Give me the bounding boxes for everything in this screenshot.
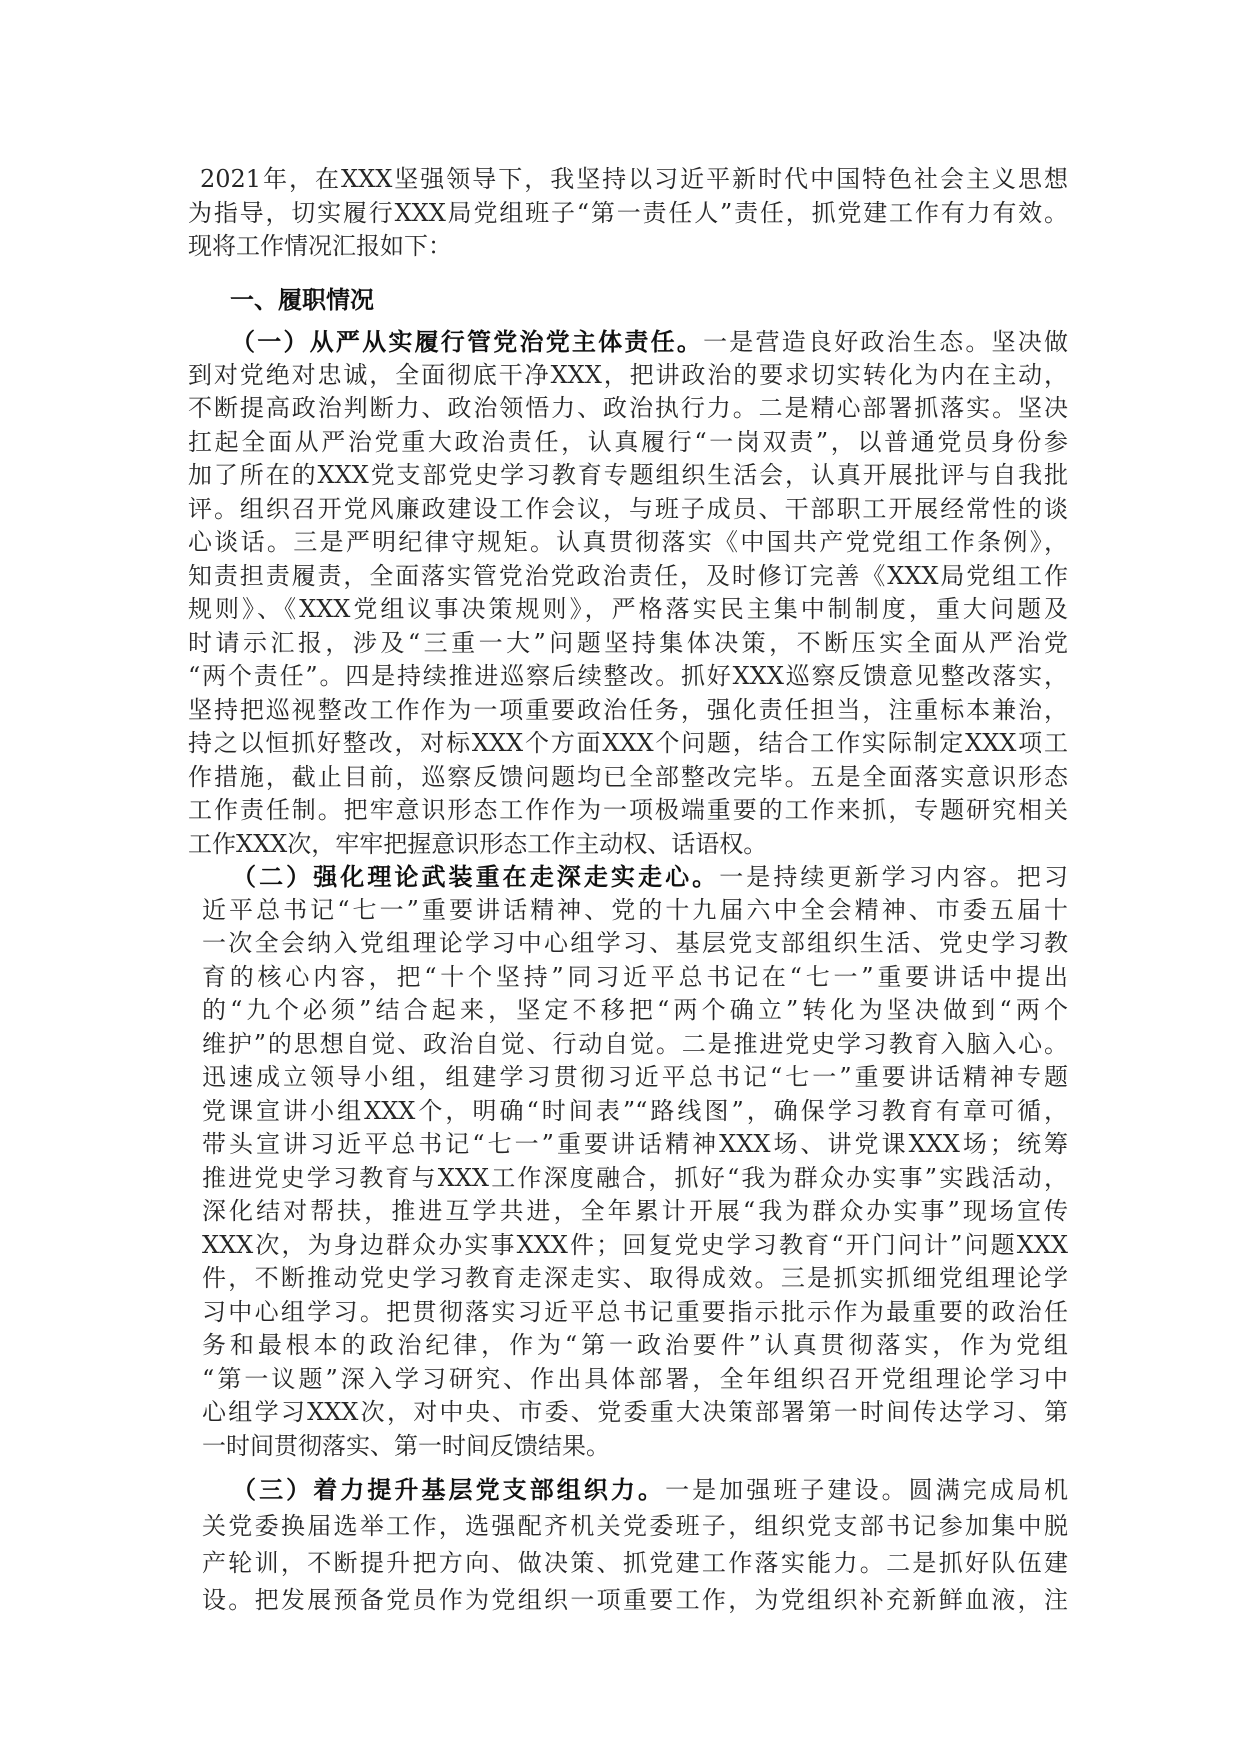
text-line bbox=[202, 994, 1068, 1028]
line-text: “第一议题”深入学习研究、作出具体部署，全年组织召开党组理论学习中 bbox=[202, 1364, 1068, 1393]
text-line bbox=[202, 1296, 1068, 1330]
text-line bbox=[202, 894, 1068, 928]
subsection-title: （三）着力提升基层党支部组织力。 bbox=[232, 1475, 666, 1504]
text-line bbox=[202, 1195, 1068, 1229]
line-text: 务和最根本的政治纪律，作为“第一政治要件”认真贯彻落实，作为党组 bbox=[202, 1331, 1068, 1359]
text-line bbox=[188, 660, 1068, 694]
line-text: 习中心组学习。把贯彻落实习近平总书记重要指示批示作为最重要的政治任 bbox=[202, 1297, 1068, 1326]
line-text: 评。组织召开党风廉政建设工作会议，与班子成员、干部职工开展经常性的谈 bbox=[188, 494, 1068, 523]
line-text: 育的核心内容，把“十个坚持”同习近平总书记在“七一”重要讲话中提出 bbox=[202, 962, 1068, 991]
text-line bbox=[202, 1262, 1068, 1296]
text-line bbox=[202, 1095, 1068, 1129]
text-line bbox=[188, 593, 1068, 627]
line-text: 一是持续更新学习内容。把习 bbox=[719, 863, 1069, 891]
text-line bbox=[202, 1229, 1068, 1263]
line-text: 坚持把巡视整改工作作为一项重要政治任务，强化责任担当，注重标本兼治， bbox=[188, 695, 1068, 724]
line-text: 扛起全面从严治党重大政治责任，认真履行“一岗双责”，以普通党员身份参 bbox=[188, 427, 1068, 456]
line-text: 知责担责履责，全面落实管党治党政治责任，及时修订完善《XXX局党组工作 bbox=[188, 561, 1068, 590]
line-text: 的“九个必须”结合起来，坚定不移把“两个确立”转化为坚决做到“两个 bbox=[202, 996, 1068, 1024]
line-text: 工作XXX次，牢牢把握意识形态工作主动权、话语权。 bbox=[188, 829, 768, 858]
line-text: XXX次，为身边群众办实事XXX件；回复党史学习教育“开门问计”问题XXX bbox=[202, 1230, 1068, 1259]
text-line bbox=[188, 230, 1068, 264]
line-text: 时请示汇报，涉及“三重一大”问题坚持集体决策，不断压实全面从严治党 bbox=[188, 628, 1068, 657]
text-line bbox=[188, 627, 1068, 661]
text-line bbox=[188, 828, 1068, 862]
line-text: 到对党绝对忠诚，全面彻底干净XXX，把讲政治的要求切实转化为内在主动， bbox=[188, 360, 1068, 389]
text-line bbox=[202, 1329, 1068, 1363]
line-text: 深化结对帮扶，推进互学共进，全年累计开展“我为群众办实事”现场宣传 bbox=[202, 1197, 1068, 1225]
line-text: 加了所在的XXX党支部党史学习教育专题组织生活会，认真开展批评与自我批 bbox=[188, 461, 1068, 489]
line-text: 为指导，切实履行XXX局党组班子“第一责任人”责任，抓党建工作有力有效。 bbox=[188, 198, 1068, 227]
text-line bbox=[202, 1430, 1068, 1464]
line-text: 工作责任制。把牢意识形态工作作为一项极端重要的工作来抓，专题研究相关 bbox=[188, 796, 1068, 824]
line-text: 作措施，截止目前，巡察反馈问题均已全部整改完毕。五是全面落实意识形态 bbox=[188, 762, 1068, 791]
line-text: 一是营造良好政治生态。坚决做 bbox=[703, 328, 1069, 356]
subsection-title: （二）强化理论武装重在走深走实走心。 bbox=[232, 862, 720, 891]
text-line bbox=[202, 1471, 1068, 1508]
line-text: 党课宣讲小组XXX个，明确“时间表”“路线图”，确保学习教育有章可循， bbox=[202, 1096, 1068, 1125]
line-text: 维护”的思想自觉、政治自觉、行动自觉。二是推进党史学习教育入脑入心。 bbox=[202, 1029, 1068, 1058]
section-heading: 一、履职情况 bbox=[230, 285, 374, 314]
line-text: 一时间贯彻落实、第一时间反馈结果。 bbox=[202, 1431, 610, 1460]
line-text: 件，不断推动党史学习教育走深走实、取得成效。三是抓实抓细党组理论学 bbox=[202, 1264, 1068, 1292]
text-line bbox=[188, 163, 1068, 197]
text-line bbox=[202, 961, 1068, 995]
text-line bbox=[202, 1396, 1068, 1430]
text-line bbox=[188, 694, 1068, 728]
text-line bbox=[188, 392, 1068, 426]
text-line bbox=[202, 1028, 1068, 1062]
line-text: 一是加强班子建设。圆满完成局机 bbox=[665, 1476, 1069, 1504]
subsection-3-paragraph bbox=[202, 1471, 1068, 1619]
line-text: 现将工作情况汇报如下： bbox=[188, 232, 452, 260]
text-line bbox=[188, 526, 1068, 560]
line-text: 心组学习XXX次，对中央、市委、党委重大决策部署第一时间传达学习、第 bbox=[202, 1398, 1068, 1426]
text-line bbox=[202, 1545, 1068, 1582]
text-line bbox=[202, 1582, 1068, 1619]
line-text: 关党委换届选举工作，选强配齐机关党委班子，组织党支部书记参加集中脱 bbox=[202, 1512, 1068, 1540]
text-line bbox=[202, 1128, 1068, 1162]
text-line bbox=[188, 493, 1068, 527]
line-text: 心谈话。三是严明纪律守规矩。认真贯彻落实《中国共产党党组工作条例》， bbox=[188, 528, 1068, 556]
text-line bbox=[188, 560, 1068, 594]
text-line bbox=[202, 1061, 1068, 1095]
line-text: 不断提高政治判断力、政治领悟力、政治执行力。二是精心部署抓落实。坚决 bbox=[188, 394, 1068, 422]
text-line bbox=[188, 459, 1068, 493]
line-text: 迅速成立领导小组，组建学习贯彻习近平总书记“七一”重要讲话精神专题 bbox=[202, 1063, 1068, 1091]
intro-paragraph bbox=[188, 163, 1068, 264]
text-line bbox=[188, 727, 1068, 761]
line-text: 产轮训，不断提升把方向、做决策、抓党建工作落实能力。二是抓好队伍建 bbox=[202, 1549, 1068, 1577]
line-text: 推进党史学习教育与XXX工作深度融合，抓好“我为群众办实事”实践活动， bbox=[202, 1163, 1068, 1192]
text-line bbox=[188, 359, 1068, 393]
text-line bbox=[202, 860, 1068, 894]
subsection-title: （一）从严从实履行管党治党主体责任。 bbox=[231, 327, 704, 356]
text-line bbox=[188, 761, 1068, 795]
text-line bbox=[188, 426, 1068, 460]
subsection-1-paragraph bbox=[188, 325, 1068, 861]
line-text: 一次全会纳入党组理论学习中心组学习、基层党支部组织生活、党史学习教 bbox=[202, 929, 1068, 957]
text-line bbox=[202, 1363, 1068, 1397]
line-text: 规则》、《XXX党组议事决策规则》，严格落实民主集中制制度，重大问题及 bbox=[188, 595, 1068, 623]
line-text: 近平总书记“七一”重要讲话精神、党的十九届六中全会精神、市委五届十 bbox=[202, 895, 1068, 924]
text-line bbox=[202, 1508, 1068, 1545]
text-line bbox=[188, 325, 1068, 359]
text-line bbox=[188, 197, 1068, 231]
text-line bbox=[188, 794, 1068, 828]
line-text: 2021年，在XXX坚强领导下，我坚持以习近平新时代中国特色社会主义思想 bbox=[200, 165, 1068, 193]
line-text: 设。把发展预备党员作为党组织一项重要工作，为党组织补充新鲜血液，注 bbox=[202, 1586, 1068, 1614]
line-text: 带头宣讲习近平总书记“七一”重要讲话精神XXX场、讲党课XXX场；统筹 bbox=[202, 1130, 1068, 1158]
text-line bbox=[202, 1162, 1068, 1196]
line-text: “两个责任”。四是持续推进巡察后续整改。抓好XXX巡察反馈意见整改落实， bbox=[188, 662, 1068, 690]
subsection-2-paragraph bbox=[202, 860, 1068, 1463]
line-text: 持之以恒抓好整改，对标XXX个方面XXX个问题，结合工作实际制定XXX项工 bbox=[188, 729, 1068, 757]
text-line bbox=[202, 927, 1068, 961]
